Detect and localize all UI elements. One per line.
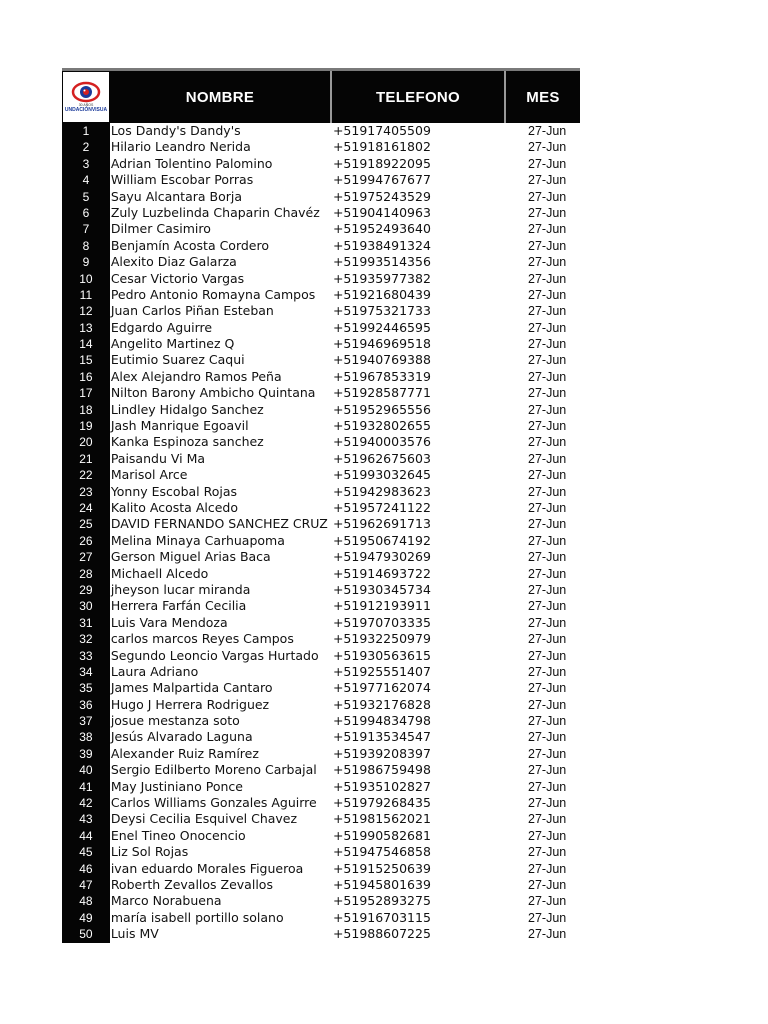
row-number: 35: [79, 681, 93, 696]
table-row: [62, 893, 580, 909]
table-row: [62, 172, 580, 188]
month-cell: 27-Jun: [528, 632, 567, 647]
row-number: 21: [79, 451, 93, 466]
name-cell: Laura Adriano: [110, 663, 199, 679]
phone-cell: +51967853319: [332, 368, 431, 384]
month-cell: 27-Jun: [528, 730, 567, 745]
month-cell: 27-Jun: [528, 845, 567, 860]
name-cell: maría isabell portillo solano: [110, 909, 284, 925]
month-cell: 27-Jun: [528, 353, 567, 368]
name-cell: Marisol Arce: [110, 467, 188, 483]
table-row: [62, 729, 580, 745]
name-cell: Roberth Zevallos Zevallos: [110, 876, 273, 892]
column-header-telefono: TELEFONO: [332, 71, 506, 123]
eye-logo-icon: [71, 81, 101, 103]
month-cell: 27-Jun: [528, 484, 567, 499]
month-cell: 27-Jun: [528, 566, 567, 581]
contact-sheet: [62, 68, 580, 943]
phone-cell: +51918922095: [332, 155, 431, 171]
row-number: 7: [82, 222, 90, 237]
phone-cell: +51946969518: [332, 336, 431, 352]
month-cell: 27-Jun: [528, 877, 567, 892]
name-cell: Nilton Barony Ambicho Quintana: [110, 385, 316, 401]
name-cell: Hugo J Herrera Rodriguez: [110, 696, 270, 712]
row-number: 41: [79, 779, 93, 794]
organization-logo: [62, 71, 110, 123]
name-cell: Pedro Antonio Romayna Campos: [110, 286, 316, 302]
phone-cell: +51994767677: [332, 172, 431, 188]
name-cell: Liz Sol Rojas: [110, 844, 189, 860]
month-cell: 27-Jun: [528, 599, 567, 614]
name-cell: carlos marcos Reyes Campos: [110, 631, 294, 647]
row-number: 44: [79, 828, 93, 843]
table-row: [62, 205, 580, 221]
month-cell: 27-Jun: [528, 812, 567, 827]
phone-cell: +51994834798: [332, 713, 431, 729]
row-number: 47: [79, 877, 93, 892]
row-number: 30: [79, 599, 93, 614]
table-row: [62, 402, 580, 418]
row-number: 42: [79, 796, 93, 811]
month-cell: 27-Jun: [528, 828, 567, 843]
phone-cell: +51932176828: [332, 696, 431, 712]
row-number: 15: [79, 353, 93, 368]
phone-cell: +51913534547: [332, 729, 431, 745]
table-row: [62, 746, 580, 762]
phone-cell: +51938491324: [332, 237, 431, 253]
table-row: [62, 221, 580, 237]
row-number: 4: [82, 173, 90, 188]
phone-cell: +51981562021: [332, 811, 431, 827]
name-cell: Segundo Leoncio Vargas Hurtado: [110, 647, 319, 663]
phone-cell: +51918161802: [332, 139, 431, 155]
phone-cell: +51916703115: [332, 909, 431, 925]
row-number: 20: [79, 435, 93, 450]
table-row: [62, 926, 580, 942]
phone-cell: +51945801639: [332, 876, 431, 892]
table-row: [62, 779, 580, 795]
header-row: [62, 68, 580, 123]
row-number: 16: [79, 369, 93, 384]
name-cell: Carlos Williams Gonzales Aguirre: [110, 795, 317, 811]
month-cell: 27-Jun: [528, 271, 567, 286]
name-cell: Kanka Espinoza sanchez: [110, 434, 264, 450]
table-row: [62, 254, 580, 270]
name-cell: Paisandu Vi Ma: [110, 450, 206, 466]
table-row: [62, 615, 580, 631]
name-cell: Sergio Edilberto Moreno Carbajal: [110, 762, 317, 778]
name-cell: Kalito Acosta Alcedo: [110, 499, 238, 515]
column-header-mes: MES: [506, 71, 580, 123]
phone-cell: +51990582681: [332, 827, 431, 843]
month-cell: 27-Jun: [528, 287, 567, 302]
table-row: [62, 336, 580, 352]
row-number: 1: [82, 124, 90, 138]
phone-cell: +51930563615: [332, 647, 431, 663]
table-row: [62, 156, 580, 172]
name-cell: DAVID FERNANDO SANCHEZ CRUZ: [110, 516, 328, 532]
month-cell: 27-Jun: [528, 763, 567, 778]
column-header-nombre: NOMBRE: [110, 71, 332, 123]
name-cell: jheyson lucar miranda: [110, 581, 251, 597]
row-number: 13: [79, 320, 93, 335]
table-row: [62, 451, 580, 467]
table-row: [62, 385, 580, 401]
name-cell: Eutimio Suarez Caqui: [110, 352, 245, 368]
row-number: 10: [79, 271, 93, 286]
row-number: 23: [79, 484, 93, 499]
table-row: [62, 484, 580, 500]
phone-cell: +51915250639: [332, 860, 431, 876]
table-row: [62, 500, 580, 516]
month-cell: 27-Jun: [528, 861, 567, 876]
table-row: [62, 713, 580, 729]
phone-cell: +51914693722: [332, 565, 431, 581]
phone-cell: +51947930269: [332, 549, 431, 565]
row-number: 29: [79, 582, 93, 597]
table-row: [62, 795, 580, 811]
name-cell: Enel Tineo Onocencio: [110, 827, 246, 843]
name-cell: Melina Minaya Carhuapoma: [110, 532, 285, 548]
month-cell: 27-Jun: [528, 894, 567, 909]
row-number: 49: [79, 910, 93, 925]
name-cell: Los Dandy's Dandy's: [110, 123, 241, 138]
table-row: [62, 139, 580, 155]
name-cell: Alexander Ruiz Ramírez: [110, 745, 259, 761]
month-cell: 27-Jun: [528, 648, 567, 663]
phone-cell: +51947546858: [332, 844, 431, 860]
row-number: 11: [79, 287, 93, 302]
month-cell: 27-Jun: [528, 419, 567, 434]
phone-cell: +51932802655: [332, 418, 431, 434]
row-number: 8: [82, 238, 90, 253]
month-cell: 27-Jun: [528, 927, 567, 942]
row-number: 18: [79, 402, 93, 417]
row-number: 40: [79, 763, 93, 778]
table-row: [62, 467, 580, 483]
month-cell: 27-Jun: [528, 500, 567, 515]
row-number: 39: [79, 746, 93, 761]
month-cell: 27-Jun: [528, 451, 567, 466]
phone-cell: +51993514356: [332, 254, 431, 270]
table-row: [62, 271, 580, 287]
row-number: 33: [79, 648, 93, 663]
name-cell: josue mestanza soto: [110, 713, 240, 729]
month-cell: 27-Jun: [528, 238, 567, 253]
phone-cell: +51950674192: [332, 532, 431, 548]
phone-cell: +51904140963: [332, 204, 431, 220]
name-cell: Marco Norabuena: [110, 893, 222, 909]
name-cell: Herrera Farfán Cecilia: [110, 598, 247, 614]
table-row: [62, 680, 580, 696]
month-cell: 27-Jun: [528, 681, 567, 696]
name-cell: Deysi Cecilia Esquivel Chavez: [110, 811, 298, 827]
table-row: [62, 844, 580, 860]
table-row: [62, 697, 580, 713]
name-cell: Cesar Victorio Vargas: [110, 270, 245, 286]
month-cell: 27-Jun: [528, 468, 567, 483]
row-number: 2: [82, 140, 90, 155]
table-row: [62, 516, 580, 532]
name-cell: Angelito Martinez Q: [110, 336, 235, 352]
month-cell: 27-Jun: [528, 910, 567, 925]
row-number: 46: [79, 861, 93, 876]
phone-cell: +51925551407: [332, 663, 431, 679]
phone-cell: +51992446595: [332, 319, 431, 335]
phone-cell: +51962675603: [332, 450, 431, 466]
month-cell: 27-Jun: [528, 337, 567, 352]
row-number: 26: [79, 533, 93, 548]
phone-cell: +51962691713: [332, 516, 431, 532]
name-cell: Michaell Alcedo: [110, 565, 209, 581]
table-row: [62, 418, 580, 434]
month-cell: 27-Jun: [528, 369, 567, 384]
phone-cell: +51921680439: [332, 286, 431, 302]
table-row: [62, 434, 580, 450]
month-cell: 27-Jun: [528, 173, 567, 188]
phone-cell: +51970703335: [332, 614, 431, 630]
row-number: 5: [82, 189, 90, 204]
table-row: [62, 303, 580, 319]
row-number: 3: [82, 156, 90, 171]
phone-cell: +51940769388: [332, 352, 431, 368]
table-row: [62, 320, 580, 336]
phone-cell: +51912193911: [332, 598, 431, 614]
row-number: 25: [79, 517, 93, 532]
row-number: 28: [79, 566, 93, 581]
month-cell: 27-Jun: [528, 189, 567, 204]
name-cell: Benjamín Acosta Cordero: [110, 237, 270, 253]
phone-cell: +51917405509: [332, 123, 431, 138]
name-cell: May Justiniano Ponce: [110, 778, 243, 794]
month-cell: 27-Jun: [528, 517, 567, 532]
row-number: 12: [79, 304, 93, 319]
month-cell: 27-Jun: [528, 779, 567, 794]
name-cell: Zuly Luzbelinda Chaparin Chavéz: [110, 204, 320, 220]
row-number: 14: [79, 337, 93, 352]
row-number: 38: [79, 730, 93, 745]
month-cell: 27-Jun: [528, 156, 567, 171]
table-row: [62, 549, 580, 565]
month-cell: 27-Jun: [528, 746, 567, 761]
month-cell: 27-Jun: [528, 582, 567, 597]
table-row: [62, 533, 580, 549]
month-cell: 27-Jun: [528, 435, 567, 450]
row-number: 31: [79, 615, 93, 630]
name-cell: Luis Vara Mendoza: [110, 614, 228, 630]
logo-text: UNDACIÓNVISUA: [64, 107, 108, 113]
month-cell: 27-Jun: [528, 255, 567, 270]
table-row: [62, 631, 580, 647]
name-cell: Edgardo Aguirre: [110, 319, 213, 335]
row-number: 43: [79, 812, 93, 827]
row-number: 34: [79, 664, 93, 679]
table-row: [62, 287, 580, 303]
row-number: 37: [79, 714, 93, 729]
phone-cell: +51957241122: [332, 499, 431, 515]
row-number: 9: [82, 255, 90, 270]
month-cell: 27-Jun: [528, 533, 567, 548]
month-cell: 27-Jun: [528, 664, 567, 679]
phone-cell: +51975321733: [332, 303, 431, 319]
month-cell: 27-Jun: [528, 320, 567, 335]
month-cell: 27-Jun: [528, 222, 567, 237]
table-row: [62, 828, 580, 844]
name-cell: Alexito Diaz Galarza: [110, 254, 237, 270]
row-number: 48: [79, 894, 93, 909]
row-number: 36: [79, 697, 93, 712]
phone-cell: +51979268435: [332, 795, 431, 811]
phone-cell: +51952893275: [332, 893, 431, 909]
phone-cell: +51986759498: [332, 762, 431, 778]
name-cell: Adrian Tolentino Palomino: [110, 155, 273, 171]
row-number: 19: [79, 419, 93, 434]
table-row: [62, 238, 580, 254]
name-cell: Yonny Escobal Rojas: [110, 483, 238, 499]
row-number: 50: [79, 927, 93, 942]
name-cell: Gerson Miguel Arias Baca: [110, 549, 271, 565]
month-cell: 27-Jun: [528, 615, 567, 630]
table-row: [62, 582, 580, 598]
table-row: [62, 189, 580, 205]
row-number: 24: [79, 500, 93, 515]
phone-cell: +51932250979: [332, 631, 431, 647]
month-cell: 27-Jun: [528, 714, 567, 729]
name-cell: Jash Manrique Egoavil: [110, 418, 249, 434]
name-cell: Jesús Alvarado Laguna: [110, 729, 253, 745]
table-row: [62, 566, 580, 582]
table-row: [62, 811, 580, 827]
table-row: [62, 123, 580, 139]
month-cell: 27-Jun: [528, 140, 567, 155]
phone-cell: +51930345734: [332, 581, 431, 597]
month-cell: 27-Jun: [528, 124, 567, 138]
month-cell: 27-Jun: [528, 402, 567, 417]
name-cell: Juan Carlos Piñan Esteban: [110, 303, 274, 319]
phone-cell: +51952965556: [332, 401, 431, 417]
name-cell: Dilmer Casimiro: [110, 221, 211, 237]
month-cell: 27-Jun: [528, 550, 567, 565]
row-number: 45: [79, 845, 93, 860]
table-body: [62, 123, 580, 943]
table-row: [62, 877, 580, 893]
phone-cell: +51952493640: [332, 221, 431, 237]
month-cell: 27-Jun: [528, 304, 567, 319]
table-row: [62, 598, 580, 614]
row-number: 22: [79, 468, 93, 483]
name-cell: James Malpartida Cantaro: [110, 680, 273, 696]
table-row: [62, 648, 580, 664]
table-row: [62, 910, 580, 926]
name-cell: Sayu Alcantara Borja: [110, 188, 243, 204]
name-cell: Lindley Hidalgo Sanchez: [110, 401, 264, 417]
row-number: 32: [79, 632, 93, 647]
phone-cell: +51940003576: [332, 434, 431, 450]
phone-cell: +51988607225: [332, 926, 431, 942]
name-cell: Luis MV: [110, 926, 159, 942]
month-cell: 27-Jun: [528, 205, 567, 220]
month-cell: 27-Jun: [528, 796, 567, 811]
row-number: 17: [79, 386, 93, 401]
phone-cell: +51928587771: [332, 385, 431, 401]
phone-cell: +51942983623: [332, 483, 431, 499]
phone-cell: +51939208397: [332, 745, 431, 761]
phone-cell: +51993032645: [332, 467, 431, 483]
name-cell: William Escobar Porras: [110, 172, 254, 188]
phone-cell: +51977162074: [332, 680, 431, 696]
table-row: [62, 861, 580, 877]
table-row: [62, 762, 580, 778]
table-row: [62, 664, 580, 680]
phone-cell: +51975243529: [332, 188, 431, 204]
name-cell: Alex Alejandro Ramos Peña: [110, 368, 282, 384]
table-row: [62, 369, 580, 385]
name-cell: Hilario Leandro Nerida: [110, 139, 251, 155]
phone-cell: +51935102827: [332, 778, 431, 794]
month-cell: 27-Jun: [528, 386, 567, 401]
row-number: 6: [82, 205, 90, 220]
logo-small-text: 30 AÑOS: [78, 103, 94, 107]
row-number: 27: [79, 550, 93, 565]
table-row: [62, 352, 580, 368]
phone-cell: +51935977382: [332, 270, 431, 286]
month-cell: 27-Jun: [528, 697, 567, 712]
name-cell: ivan eduardo Morales Figueroa: [110, 860, 304, 876]
